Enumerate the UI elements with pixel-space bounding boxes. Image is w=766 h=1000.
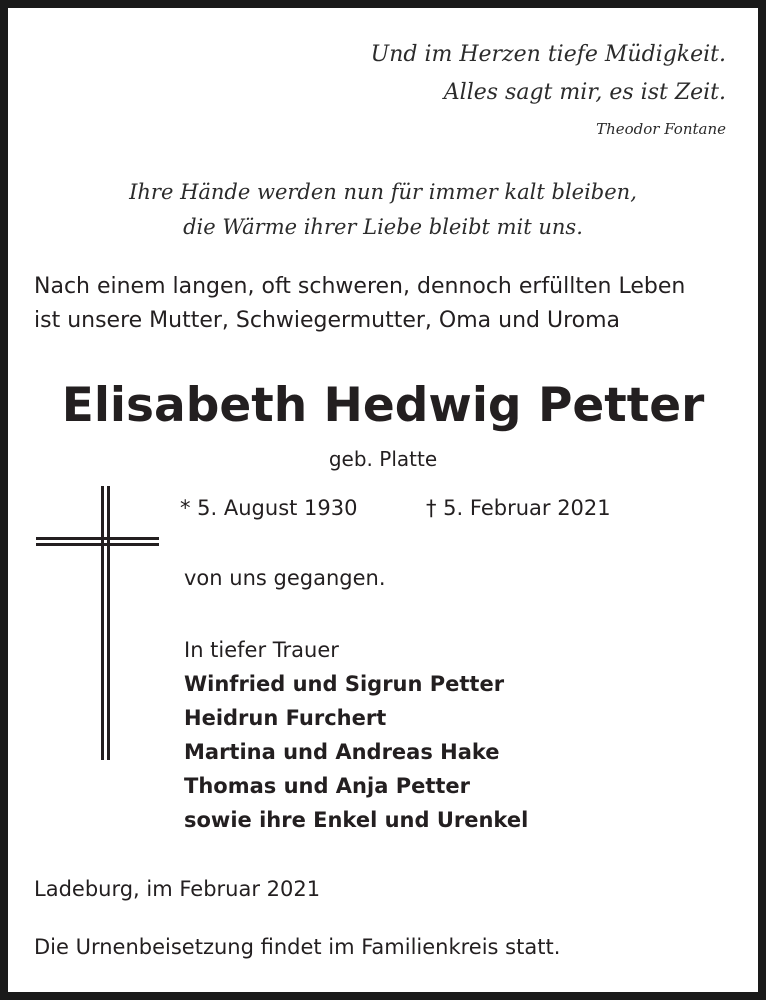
place-date: Ladeburg, im Februar 2021 [34, 877, 321, 901]
family-member: Heidrun Furchert [184, 706, 387, 730]
maiden-name: geb. Platte [328, 447, 438, 471]
mourning-heading: In tiefer Trauer [184, 638, 339, 662]
passed-text: von uns gegangen. [184, 566, 386, 590]
burial-note: Die Urnenbeisetzung findet im Familienkreis statt. [34, 935, 561, 959]
quote-line-2: Alles sagt mir, es ist Zeit. [443, 80, 726, 105]
quote-line-1: Und im Herzen tiefe Müdigkeit. [370, 42, 726, 67]
intro-line-2: ist unsere Mutter, Schwiegermutter, Oma und Uroma [34, 308, 621, 333]
death-date: † 5. Februar 2021 [426, 496, 611, 520]
intro-line-1: Nach einem langen, oft schweren, dennoch erfüllten Leben [34, 274, 686, 299]
deceased-name: Elisabeth Hedwig Petter [61, 378, 705, 433]
quote-author: Theodor Fontane [596, 120, 726, 138]
family-member: sowie ihre Enkel und Urenkel [184, 808, 529, 832]
family-member: Martina und Andreas Hake [184, 740, 500, 764]
birth-date: * 5. August 1930 [180, 496, 358, 520]
family-member: Thomas und Anja Petter [184, 774, 471, 798]
cross-icon [36, 478, 161, 760]
verse-line-2: die Wärme ihrer Liebe bleibt mit uns. [183, 215, 583, 239]
verse-line-1: Ihre Hände werden nun für immer kalt bleiben, [129, 180, 637, 204]
family-member: Winfried und Sigrun Petter [184, 672, 505, 696]
